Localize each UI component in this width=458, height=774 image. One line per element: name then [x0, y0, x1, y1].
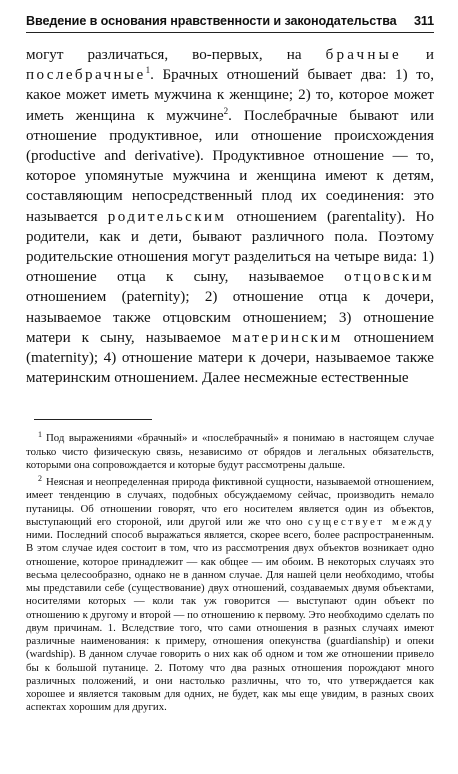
main-text	[26, 45, 434, 388]
text-run: могут различаться, во-первых, на	[26, 47, 326, 63]
page-number: 311	[413, 14, 434, 28]
text-run: . Послебрачные бывают или отношение продуктивное, или отношение происхождения (productive and derivative). Продуктивное отношение — то, которое упомянутые мужчина и женщина имеют к детям, составляющим непосредственный плод их соединения: это называется	[26, 107, 434, 225]
footnote-text: Под выражениями «брачный» и «послебрачный» я понимаю в настоящем случае только чисто физическую связь, независимо от обрядов и легальных обязательств, которыми она сопровождается и которые будут рассмотрены дальше.	[26, 432, 434, 471]
main-paragraph	[26, 45, 434, 388]
spaced-term-maternal: материнским	[231, 329, 343, 346]
text-run: . Брачных отношений бывает два: 1) то, какое может иметь мужчина к женщине; 2) то, которое может иметь женщина к мужчине	[26, 67, 434, 124]
running-head-title: Введение в основания нравственности и законодательства	[26, 14, 397, 28]
text-run: отношением (maternity); 4) отношение матери к дочери, называемое также материнским отношением. Далее несмежные естественные	[26, 329, 434, 387]
footnote-divider	[34, 419, 152, 420]
spaced-term-parental: родительским	[107, 208, 227, 225]
running-head	[26, 14, 434, 33]
text-run: и	[401, 47, 434, 63]
footnote-text: ними. Последний способ выражаться является, скорее всего, более распространенным. В этом случае идея состоит в том, что из рассмотрения двух объектов возникает одно отношение, которое принадлежит — как общее — им обоим. В некоторых случаях это весьма целесообразно, однако не в данном случае. Для нашей цели необходимо, чтобы мы представили себе (существование) двух отношений, создаваемых двумя объектами, носителями которых — коли так уж говорится — выступают один объект по отношению к другому и второй — по отношению к первому. Это необходимо сделать по двум причинам. 1. Вследствие того, что сами отношения в разных случаях имеют различные наименования: к примеру, отношения опекунства (guardianship) и опеки (wardship). В данном случае говорить о них как об одном и том же отношении привело бы к большой путанице. 2. Потому что два разных отношения порождают много различных положений, и они настолько различны, что то, что утверждается как хорошее и является таковым для одних, не будет, как мы еще увидим, в разных своих аспектах хорошим для других.	[26, 529, 434, 714]
spaced-term-postmarital: послебрачные	[26, 67, 146, 84]
spaced-term-married: брачные	[325, 47, 402, 63]
footnote-text: Неясная и неопределенная природа фиктивной сущности, называемой отношением, имеет тенденцию в случаях, подобных обсуждаемому сейчас, производить немало путаницы. Об отношении говорят, что его носителем является один из объектов, выступающий его стороной, или другой или же что оно	[26, 476, 434, 528]
footnotes	[26, 432, 434, 714]
text-run: отношением (paternity); 2) отношение отца к дочери, называемое также отцовским отношением; 3) отношение матери к сыну, называемое	[26, 289, 434, 346]
footnote-ref-1[interactable]: 1	[145, 65, 151, 76]
text-run: отношением (parentality). Но родители, как и дети, бывают различного пола. Поэтому родительские отношения могут разделиться на четыре вида: 1) отношение отца к сыну, называемое	[26, 208, 434, 286]
spaced-term-between: существует между	[307, 515, 434, 528]
spaced-term-paternal: отцовским	[344, 269, 434, 286]
footnote-mark: 2	[38, 474, 42, 484]
footnote-2	[26, 476, 434, 715]
footnote-1	[26, 432, 434, 472]
footnote-ref-2[interactable]: 2	[223, 105, 229, 116]
footnote-mark: 1	[38, 430, 42, 440]
book-page	[26, 14, 434, 719]
